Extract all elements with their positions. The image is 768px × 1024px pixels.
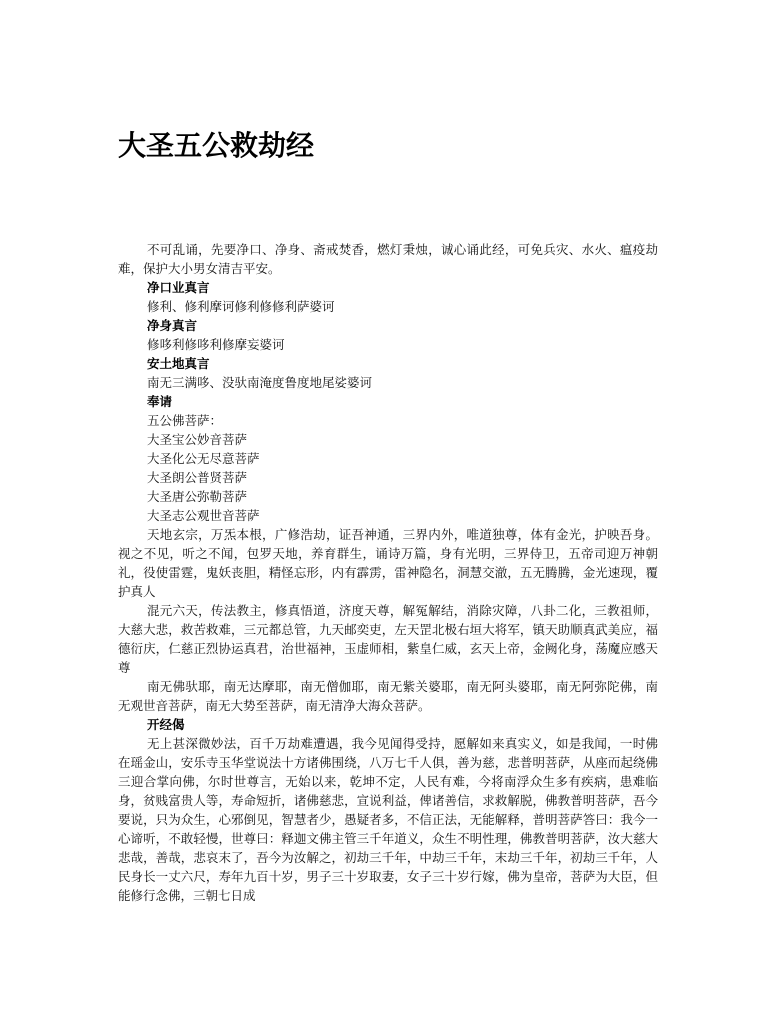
sutra-heading: 开经偈 xyxy=(147,717,185,732)
intro-paragraph: 不可乱诵，先要净口、净身、斋戒焚香，燃灯秉烛，诚心诵此经，可免兵灾、水火、瘟疫劫难，保护大小男女清吉平安。 xyxy=(118,242,658,276)
document-title: 大圣五公救劫经 xyxy=(118,129,315,162)
body-paragraph: 混元六天，传法教主，修真悟道，济度天尊，解冤解结，消除灾障，八卦二化，三教祖师，大慈大悲，救苦救难，三元都总管，九天邮奕吏，左天罡北极右垣大将军，镇天助顺真武美应，福德衍庆，仁慈正烈协运真君，治世福神，玉虚师相，紫皇仁威，玄天上帝，金阙化身，荡魔应感天尊 xyxy=(118,603,658,675)
mantra-heading-earth: 安土地真言 xyxy=(147,356,210,371)
mantra-text-mouth: 修利、修利摩诃修利修修利萨婆诃 xyxy=(147,299,335,314)
body-paragraph: 天地玄宗，万炁本根，广修浩劫，证吾神通，三界内外，唯道独尊，体有金光，护映吾身。视之不见，听之不闻，包罗天地，养育群生，诵诗万篇，身有光明，三界侍卫，五帝司迎万神朝礼，役使雷霆，鬼妖丧胆，精怪忘形，内有霹雳，雷神隐名，洞慧交澈，五无腾腾，金光速现，覆护真人 xyxy=(118,527,658,599)
invocation-line: 大圣朗公普贤菩萨 xyxy=(147,470,248,485)
mantra-text-body: 修哆利修哆利修摩妄婆诃 xyxy=(147,337,285,352)
invocation-line: 大圣志公观世音菩萨 xyxy=(147,508,260,523)
document-body xyxy=(118,240,658,905)
invocation-line: 大圣化公无尽意菩萨 xyxy=(147,451,260,466)
mantra-text-earth: 南无三满哆、没驮南淹度鲁度地尾娑婆诃 xyxy=(147,375,373,390)
invocation-heading: 奉请 xyxy=(147,394,173,409)
sutra-paragraph: 无上甚深微妙法，百千万劫难遭遇，我今见闻得受持，愿解如来真实义，如是我闻，一时佛在瑶金山，安乐寺玉华堂说法十方诸佛围绕，八万七千人俱，善为慈，悲普明菩萨，从座而起绕佛三迎合掌向佛，尔时世尊言，无始以来，乾坤不定，人民有难，今将南浮众生多有疾病，患难临身，贫贱富贵人等，寿命短折，诸佛慈悲，宣说利益，俾诸善信，求救解脱，佛教普明菩萨，吾今要说，只为众生，心邪倒见，智慧者少，愚疑者多，不信正法，无能解释，普明菩萨答曰：我今一心谛听，不敢轻慢，世尊曰：释迦文佛主管三千年道义，众生不明性理，佛教普明菩萨，汝大慈大悲哉，善哉，悲哀末了，吾今为汝解之，初劫三千年，中劫三千年，末劫三千年，初劫三千年，人民身长一丈六尺，寿年九百十岁，男子三十岁取妻，女子三十岁行嫁，佛为皇帝，菩萨为大臣，但能修行念佛，三朝七日成 xyxy=(118,736,658,903)
invocation-line: 大圣唐公弥勒菩萨 xyxy=(147,489,248,504)
mantra-heading-body: 净身真言 xyxy=(147,318,198,333)
body-paragraph: 南无佛驮耶，南无达摩耶，南无僧伽耶，南无紫关婆耶，南无阿头婆耶，南无阿弥陀佛，南无观世音菩萨，南无大势至菩萨，南无清净大海众菩萨。 xyxy=(118,679,658,713)
invocation-line: 五公佛菩萨： xyxy=(147,413,223,428)
invocation-line: 大圣宝公妙音菩萨 xyxy=(147,432,248,447)
mantra-heading-mouth: 净口业真言 xyxy=(147,280,210,295)
